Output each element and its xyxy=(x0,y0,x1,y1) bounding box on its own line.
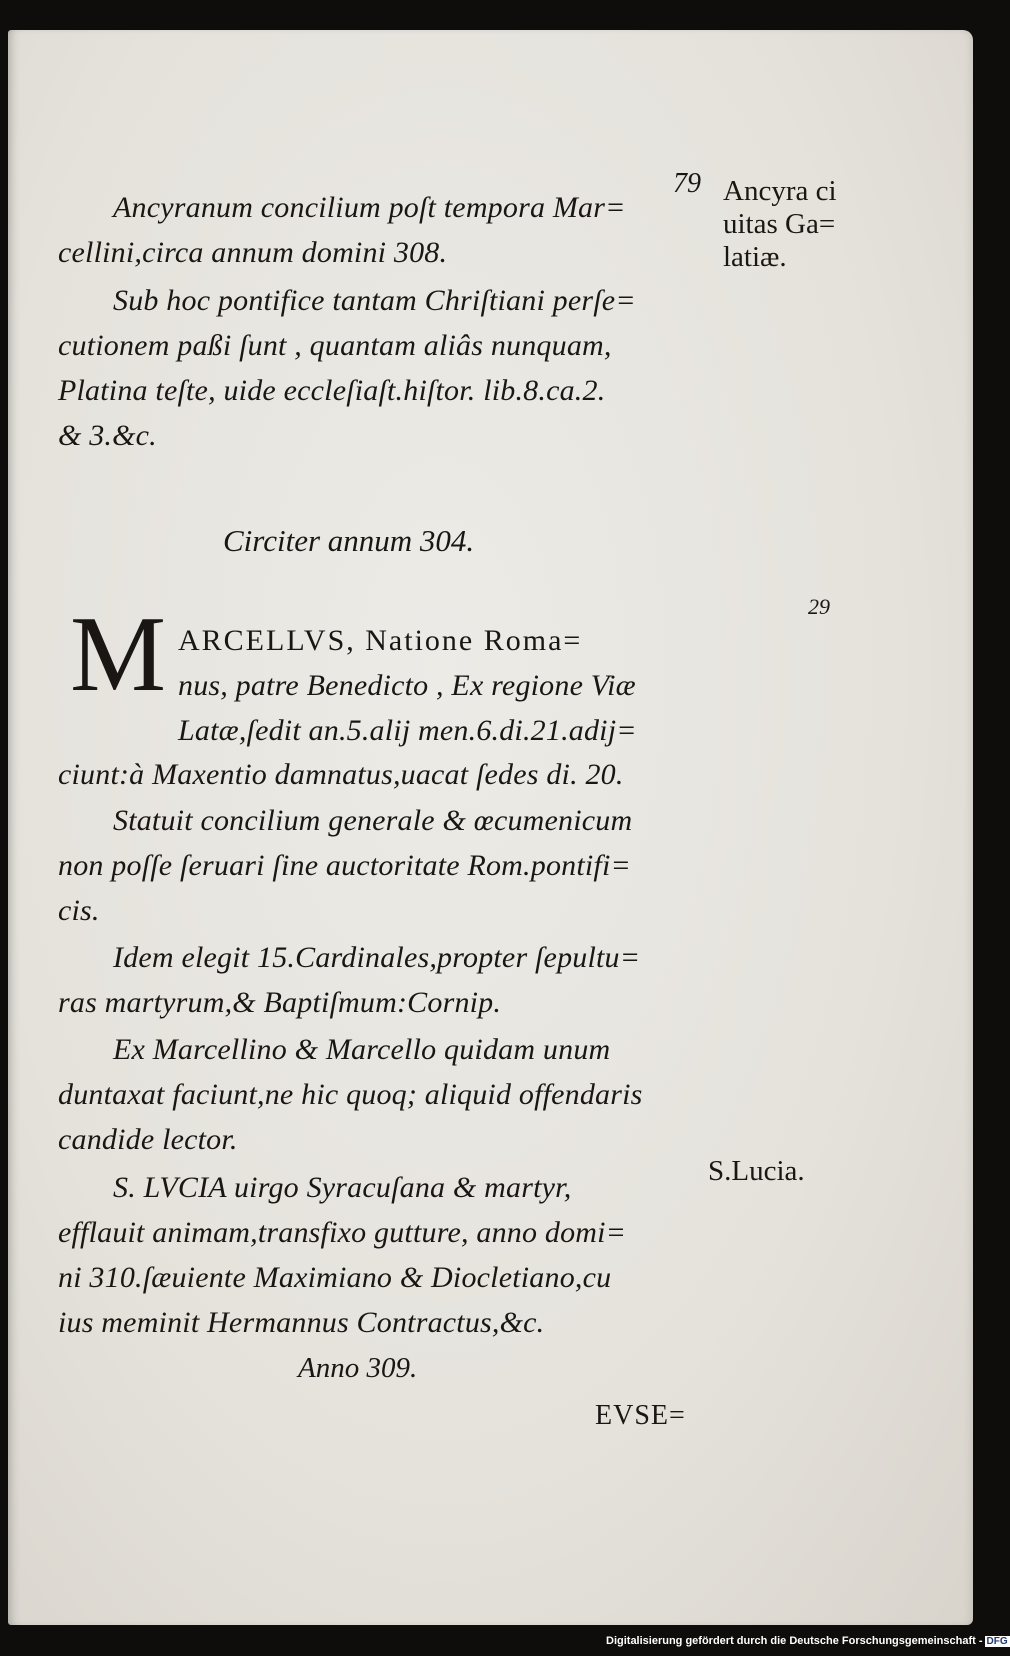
text-line: Idem elegit 15.Cardinales,propter ſepultu= xyxy=(113,941,641,974)
text-line: ciunt:à Maxentio damnatus,uacat ſedes di. 20. xyxy=(58,758,624,791)
paragraph-lucia xyxy=(58,1165,718,1345)
text-line xyxy=(178,618,718,663)
catchword: EVSE= xyxy=(595,1400,686,1431)
text-line: ni 310.ſæuiente Maximiano & Diocletiano,cu xyxy=(58,1261,612,1294)
text-line: Ex Marcellino & Marcello quidam unum xyxy=(113,1033,611,1066)
text-line: Sub hoc pontifice tantam Chriſtiani perſe= xyxy=(113,284,636,317)
marginal-note-lucia: S.Lucia. xyxy=(708,1155,805,1187)
text-line: nus, patre Benedicto , Ex regione Viæ xyxy=(178,669,636,702)
paragraph-ex-marcellino xyxy=(58,1027,718,1162)
year-heading: Anno 309. xyxy=(298,1352,418,1384)
page-number: 79 xyxy=(673,168,701,199)
text-line: candide lector. xyxy=(58,1123,238,1156)
marcellus-continuation xyxy=(58,752,718,797)
text-line: & 3.&c. xyxy=(58,419,157,452)
text-line: Ancyranum concilium poſt tempora Mar= xyxy=(113,191,626,224)
book-page xyxy=(8,30,973,1625)
section-heading: Circiter annum 304. xyxy=(223,523,475,558)
paragraph-ancyranum xyxy=(58,185,718,275)
text-line: duntaxat faciunt,ne hic quoq; aliquid offendaris xyxy=(58,1078,643,1111)
paragraph-sub-hoc xyxy=(58,278,718,458)
text-line: non poſſe ſeruari ſine auctoritate Rom.pontifi= xyxy=(58,849,631,882)
marginal-line: latiæ. xyxy=(723,241,787,273)
text-line: efflauit animam,transfixo gutture, anno domi= xyxy=(58,1216,627,1249)
paragraph-statuit xyxy=(58,798,718,933)
drop-cap: M xyxy=(70,595,167,714)
text-line-part: ARCELLVS, Natione Roma= xyxy=(178,624,583,657)
text-line: cellini,circa annum domini 308. xyxy=(58,236,448,269)
footer-text: Digitalisierung gefördert durch die Deutsche Forschungsgemeinschaft - xyxy=(606,1635,983,1647)
text-line: Latæ,ſedit an.5.alij men.6.di.21.adij= xyxy=(178,714,637,747)
text-line: Platina teſte, uide eccleſiaſt.hiſtor. lib.8.ca.2. xyxy=(58,374,606,407)
text-line: Statuit concilium generale & œcumenicum xyxy=(113,804,633,837)
text-line: cutionem paßi ſunt , quantam aliâs nunquam, xyxy=(58,329,612,362)
digitization-footer xyxy=(606,1635,1010,1647)
marginal-line: Ancyra ci xyxy=(723,175,837,207)
marginal-number: 29 xyxy=(808,594,830,619)
marginal-note-ancyra xyxy=(723,175,837,274)
text-line: ras martyrum,& Baptiſmum:Cornip. xyxy=(58,986,502,1019)
text-line: ius meminit Hermannus Contractus,&c. xyxy=(58,1306,545,1339)
dfg-logo: DFG xyxy=(986,1636,1008,1647)
text-line: S. LVCIA uirgo Syracuſana & martyr, xyxy=(113,1171,572,1204)
text-line: cis. xyxy=(58,894,100,927)
marginal-line: uitas Ga= xyxy=(723,208,836,240)
marcellus-cap-lines xyxy=(178,618,718,753)
paragraph-idem xyxy=(58,935,718,1025)
